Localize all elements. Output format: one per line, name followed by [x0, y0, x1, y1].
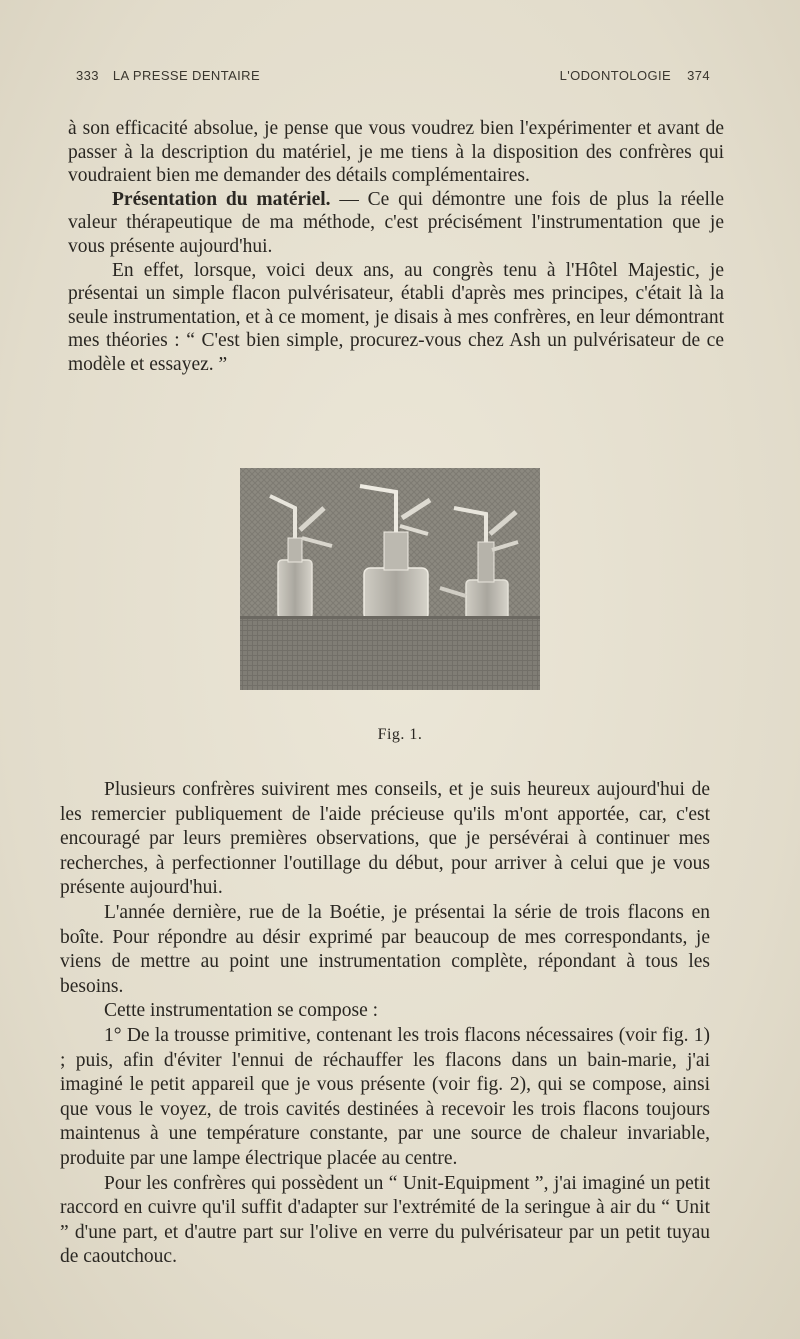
paragraph-presentation — [68, 188, 724, 259]
paragraph-confreres: Plusieurs confrères suivirent mes conseils, et je suis heureux aujourd'hui de les remercier publiquement de l'aide précieuse qu'ils m'ont apportée, car, c'est encouragé par leurs premières observations, que je persévérai à continuer mes recherches, à perfectionner l'outillage du début, pour arriver à celui que je vous présente aujourd'hui. — [60, 779, 710, 899]
paragraph-presentation-text: — Ce qui démontre une fois de plus la réelle valeur thérapeutique de ma méthode, c'est précisément l'instrumentation que je vous présente aujourd'hui. — [68, 188, 724, 257]
right-page-number: 374 — [687, 68, 710, 83]
section-heading: Présentation du matériel. — [112, 188, 331, 210]
figure-photo-flacons — [240, 468, 540, 690]
header-right — [560, 68, 710, 83]
header-left — [76, 68, 260, 83]
paragraph-unit-equipment: Pour les confrères qui possèdent un “ Unit-Equipment ”, j'ai imaginé un petit raccord en cuivre qu'il suffit d'adapter sur l'extrémité de la seringue à air du “ Unit ” d'une part, et d'autre part sur l'olive en verre du pulvérisateur par un petit tuyau de caoutchouc. — [60, 1172, 710, 1268]
flacons-photo-illustration — [240, 468, 540, 690]
paragraph-majestic: En effet, lorsque, voici deux ans, au congrès tenu à l'Hôtel Majestic, je présentai un simple flacon pulvérisateur, établi d'après mes principes, c'était là la seule instrumentation, et à ce moment, je disais à mes confrères, en leur démontrant mes théories : “ C'est bien simple, procurez-vous chez Ash un pulvérisateur de ce modèle et essayez. ” — [68, 259, 724, 375]
box-front-panel — [240, 616, 540, 690]
paragraph-continuation: à son efficacité absolue, je pense que vous voudrez bien l'expérimenter et avant de passer à la description du matériel, je me tiens à la disposition des confrères qui voudraient bien me demander des détails complémentaires. — [68, 118, 724, 187]
body-text-bottom — [60, 778, 710, 1270]
figure-caption: Fig. 1. — [377, 726, 423, 743]
left-journal-title: LA PRESSE DENTAIRE — [112, 68, 261, 83]
paragraph-boetie: L'année dernière, rue de la Boétie, je présentai la série de trois flacons en boîte. Pour répondre au désir exprimé par beaucoup de mes correspondants, je viens de mettre au point une instrumentation complète, répondant à tous les besoins. — [60, 901, 710, 997]
right-journal-title: L'ODONTOLOGIE — [559, 68, 672, 83]
body-text-top — [68, 117, 724, 377]
paragraph-trousse: 1° De la trousse primitive, contenant les trois flacons nécessaires (voir fig. 1) ; puis, afin d'éviter l'ennui de réchauffer les flacons dans un bain-marie, j'ai imaginé le petit appareil que je vous présente (voir fig. 2), qui se compose, ainsi que vous le voyez, de trois cavités destinées à recevoir les trois flacons toujours maintenus à une température constante, par une source de chaleur invariable, produite par une lampe électrique placée au centre. — [60, 1024, 710, 1169]
paragraph-composition: Cette instrumentation se compose : — [104, 1000, 379, 1022]
left-page-number: 333 — [76, 68, 99, 83]
